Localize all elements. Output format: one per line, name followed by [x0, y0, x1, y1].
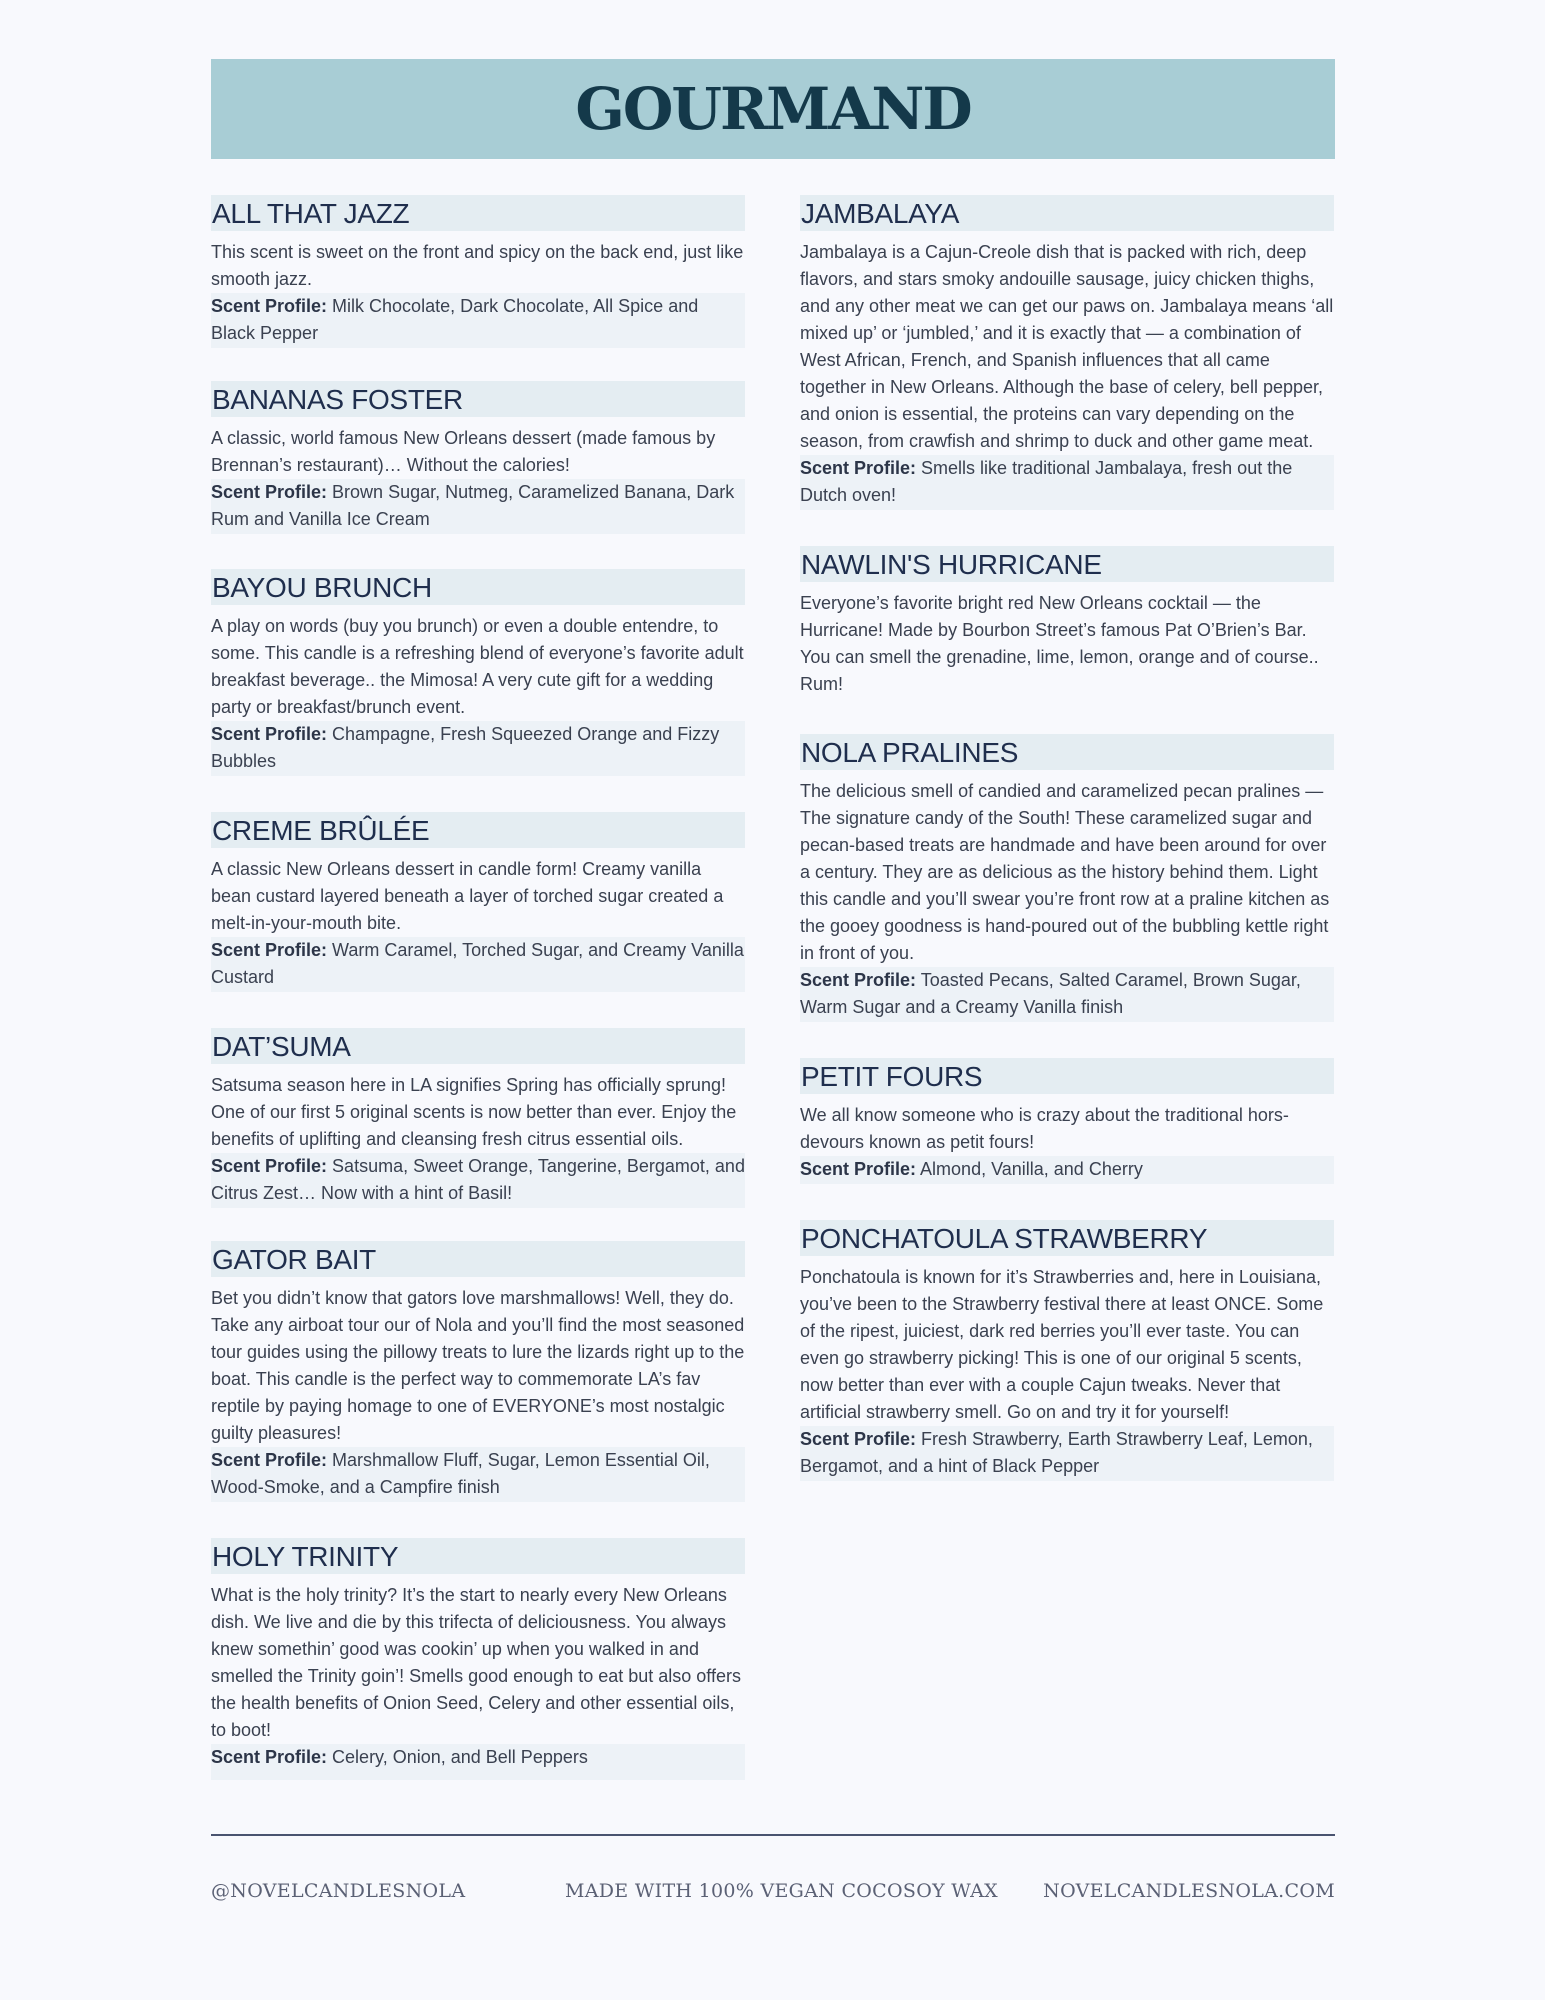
scent-profile [211, 721, 745, 776]
scent-description: Bet you didn’t know that gators love marshmallows! Well, they do. Take any airboat tour our of Nola and you’ll find the most seasoned tour guides using the pillowy treats to lure the lizards right up to the boat. This candle is the perfect way to commemorate LA’s fav reptile by paying homage to one of EVERYONE’s most nostalgic guilty pleasures! [211, 1288, 745, 1443]
scent-profile [211, 479, 745, 534]
scent-profile-value: Warm Caramel, Torched Sugar, and Creamy Vanilla Custard [211, 940, 744, 987]
scent-profile-label: Scent Profile: [211, 940, 328, 960]
left-column [211, 195, 745, 1780]
footer-tagline: MADE WITH 100% VEGAN COCOSOY WAX [565, 1880, 998, 1902]
scent-description: A classic, world famous New Orleans dessert (made famous by Brennan’s restaurant)… Without the calories! [211, 428, 716, 475]
scent-profile [211, 1153, 745, 1208]
scent-profile-value: Almond, Vanilla, and Cherry [920, 1159, 1143, 1179]
scent-profile-value: Smells like traditional Jambalaya, fresh out the Dutch oven! [800, 458, 1293, 505]
scent-profile-value: Celery, Onion, and Bell Peppers [332, 1747, 588, 1767]
scent-entry [800, 546, 1334, 698]
scent-description: Everyone’s favorite bright red New Orleans cocktail — the Hurricane! Made by Bourbon Street’s famous Pat O’Brien’s Bar. You can smell the grenadine, lime, lemon, orange and of course.. Rum! [800, 593, 1319, 694]
scent-profile-value: Milk Chocolate, Dark Chocolate, All Spice and Black Pepper [211, 296, 699, 343]
scent-entry [800, 734, 1334, 1022]
scent-profile-value: Champagne, Fresh Squeezed Orange and Fizzy Bubbles [211, 724, 720, 771]
scent-profile [800, 1156, 1334, 1184]
scent-name: HOLY TRINITY [211, 1538, 745, 1574]
footer-divider [211, 1834, 1335, 1836]
scent-entry [211, 569, 745, 776]
scent-entry [211, 812, 745, 992]
scent-name: ALL THAT JAZZ [211, 195, 745, 231]
scent-description: A play on words (buy you brunch) or even a double entendre, to some. This candle is a refreshing blend of everyone’s favorite adult breakfast beverage.. the Mimosa! A very cute gift for a wedding party or breakfast/brunch event. [211, 616, 744, 717]
scent-profile-value: Fresh Strawberry, Earth Strawberry Leaf, Lemon, Bergamot, and a hint of Black Pepper [800, 1429, 1313, 1476]
scent-profile [211, 937, 745, 992]
scent-profile-value: Brown Sugar, Nutmeg, Caramelized Banana, Dark Rum and Vanilla Ice Cream [211, 482, 735, 529]
scent-profile-label: Scent Profile: [800, 1429, 917, 1449]
scent-entry [211, 1538, 745, 1780]
page-title: GOURMAND [575, 75, 971, 143]
scent-profile-label: Scent Profile: [211, 1450, 328, 1470]
scent-profile [211, 1744, 745, 1780]
scent-profile [800, 1426, 1334, 1481]
scent-name: NOLA PRALINES [800, 734, 1334, 770]
scent-entry [211, 381, 745, 534]
scent-entry [800, 1220, 1334, 1481]
scent-profile-label: Scent Profile: [211, 1747, 328, 1767]
right-column [800, 195, 1334, 1481]
scent-profile [800, 455, 1334, 510]
scent-name: PETIT FOURS [800, 1058, 1334, 1094]
scent-profile-value: Satsuma, Sweet Orange, Tangerine, Bergamot, and Citrus Zest… Now with a hint of Basil! [211, 1156, 745, 1203]
scent-entry [800, 195, 1334, 510]
scent-description: A classic New Orleans dessert in candle form! Creamy vanilla bean custard layered beneath a layer of torched sugar created a melt-in-your-mouth bite. [211, 859, 724, 933]
scent-description: What is the holy trinity? It’s the start to nearly every New Orleans dish. We live and die by this trifecta of deliciousness. You always knew somethin’ good was cookin’ up when you walked in and smelled the Trinity goin’! Smells good enough to eat but also offers the health benefits of Onion Seed, Celery and other essential oils, to boot! [211, 1585, 741, 1740]
scent-name: NAWLIN'S HURRICANE [800, 546, 1334, 582]
scent-description: Satsuma season here in LA signifies Spring has officially sprung! One of our first 5 original scents is now better than ever. Enjoy the benefits of uplifting and cleansing fresh citrus essential oils. [211, 1075, 737, 1149]
scent-name: BANANAS FOSTER [211, 381, 745, 417]
footer-instagram: @NOVELCANDLESNOLA [211, 1880, 466, 1902]
scent-profile [800, 967, 1334, 1022]
scent-profile-label: Scent Profile: [211, 724, 328, 744]
scent-profile-label: Scent Profile: [211, 482, 328, 502]
scent-description: Ponchatoula is known for it’s Strawberries and, here in Louisiana, you’ve been to the Strawberry festival there at least ONCE. Some of the ripest, juiciest, dark red berries you’ll ever taste. You can even go strawberry picking! This is one of our original 5 scents, now better than ever with a couple Cajun tweaks. Never that artificial strawberry smell. Go on and try it for yourself! [800, 1267, 1324, 1422]
scent-profile-label: Scent Profile: [800, 970, 917, 990]
scent-description: Jambalaya is a Cajun-Creole dish that is packed with rich, deep flavors, and stars smoky andouille sausage, juicy chicken thighs, and any other meat we can get our paws on. Jambalaya means ‘all mixed up’ or ‘jumbled,’ and it is exactly that — a combination of West African, French, and Spanish influences that all came together in New Orleans. Although the base of celery, bell pepper, and onion is essential, the proteins can vary depending on the season, from crawfish and shrimp to duck and other game meat. [800, 242, 1334, 451]
scent-entry [800, 1058, 1334, 1184]
scent-profile-label: Scent Profile: [800, 458, 917, 478]
scent-description: The delicious smell of candied and caramelized pecan pralines — The signature candy of the South! These caramelized sugar and pecan-based treats are handmade and have been around for over a century. They are as delicious as the history behind them. Light this candle and you’ll swear you’re front row at a praline kitchen as the gooey goodness is hand-poured out of the bubbling kettle right in front of you. [800, 781, 1330, 963]
scent-name: DAT’SUMA [211, 1028, 745, 1064]
scent-profile-label: Scent Profile: [211, 296, 328, 316]
scent-entry [211, 1028, 745, 1208]
scent-name: CREME BRÛLÉE [211, 812, 745, 848]
title-banner [211, 59, 1335, 159]
scent-description: We all know someone who is crazy about the traditional hors-devours known as petit fours! [800, 1105, 1289, 1152]
scent-profile-value: Toasted Pecans, Salted Caramel, Brown Sugar, Warm Sugar and a Creamy Vanilla finish [800, 970, 1301, 1017]
scent-profile [211, 293, 745, 348]
scent-name: GATOR BAIT [211, 1241, 745, 1277]
footer-website: NOVELCANDLESNOLA.COM [1043, 1880, 1335, 1902]
scent-entry [211, 195, 745, 348]
scent-entry [211, 1241, 745, 1502]
scent-profile-label: Scent Profile: [211, 1156, 328, 1176]
scent-description: This scent is sweet on the front and spicy on the back end, just like smooth jazz. [211, 242, 744, 289]
scent-profile-label: Scent Profile: [800, 1159, 917, 1179]
scent-name: BAYOU BRUNCH [211, 569, 745, 605]
scent-profile [211, 1447, 745, 1502]
scent-name: JAMBALAYA [800, 195, 1334, 231]
scent-name: PONCHATOULA STRAWBERRY [800, 1220, 1334, 1256]
scent-profile-value: Marshmallow Fluff, Sugar, Lemon Essential Oil, Wood-Smoke, and a Campfire finish [211, 1450, 710, 1497]
